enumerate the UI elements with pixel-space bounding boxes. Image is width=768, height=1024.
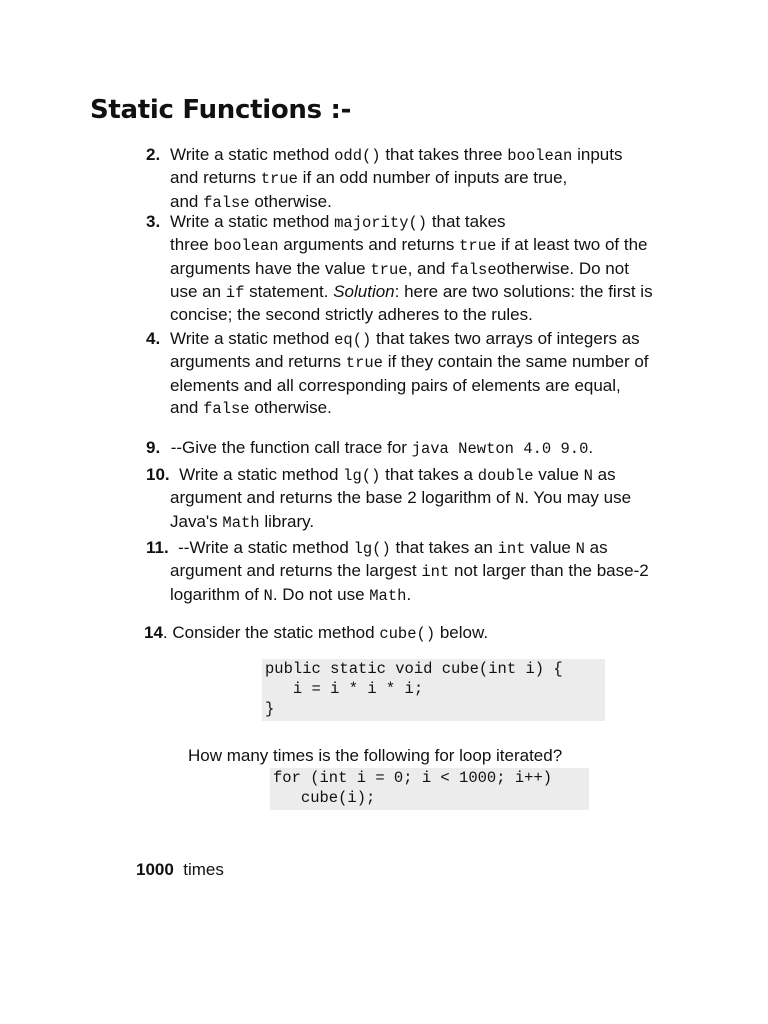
text: three [170,235,214,255]
code-inline: N [263,586,273,605]
text: that takes an [390,538,498,557]
question-number: 2. [146,145,161,164]
code-inline: false [203,399,250,418]
text: library. [259,511,315,531]
question-number: 10. [146,465,170,484]
text: and [170,397,204,417]
text: concise; the second strictly adheres to the rules. [170,305,533,325]
text: . Do not use [272,584,370,604]
code-inline: Math [369,586,407,605]
text: not larger than the base-2 [449,561,649,581]
text: that takes a [380,465,478,484]
question-2 [146,144,622,214]
code-line: } [265,700,275,718]
code-inline: Math [222,513,260,532]
text: Java's [170,511,223,531]
text: value [533,465,584,484]
code-inline: true [260,170,298,189]
question-9 [146,437,593,460]
text: logarithm of [170,584,264,604]
code-inline: double [477,467,534,485]
loop-question: How many times is the following for loop iterated? [188,746,563,765]
text: . You may use [524,488,632,508]
code-inline: true [370,260,408,279]
answer [136,860,224,880]
text: as [592,465,616,484]
text: arguments and returns [278,235,460,255]
code-inline: eq() [334,331,372,349]
text: . [588,438,594,457]
question-10 [146,464,631,534]
text: --Give the function call trace for [166,438,412,457]
code-line: for (int i = 0; i < 1000; i++) [273,769,553,787]
code-inline: N [583,467,593,485]
text: arguments and returns [170,352,346,372]
text: Write a static method [170,145,335,164]
code-inline: N [575,540,585,558]
text: argument and returns the largest [170,561,422,581]
text: Write a static method [170,212,335,231]
text: if an odd number of inputs are true, [297,168,568,188]
code-inline: true [345,354,383,373]
text: . [406,584,412,604]
text: elements and all corresponding pairs of elements are equal, [170,375,621,395]
question-4 [146,328,649,420]
answer-value: 1000 [136,860,174,879]
question-number: 9. [146,438,161,457]
code-inline: if [225,283,245,302]
code-inline: N [514,490,525,509]
text: , and [407,258,451,278]
text: value [525,538,576,557]
code-inline: java Newton 4.0 9.0 [411,440,589,458]
text: use an [170,281,226,301]
code-inline: lg() [353,540,391,558]
answer-unit: times [173,860,224,879]
text: --Write a static method [168,538,354,557]
text: that takes three [380,145,508,164]
code-inline: cube() [379,625,436,643]
page-title: Static Functions :- [90,95,352,125]
code-line: i = i * i * i; [265,680,424,698]
text: statement. [244,281,334,301]
code-inline: int [497,540,526,558]
text: otherwise. [249,191,332,211]
code-block-cube [262,659,605,721]
text: that takes [427,212,506,231]
code-inline: boolean [507,147,573,165]
text: that takes two arrays of integers as [371,329,640,348]
question-14 [144,622,488,645]
code-inline: lg() [343,467,381,485]
text: if at least two of the [496,235,648,255]
text: : here are two solutions: the first is [394,281,653,301]
code-line: public static void cube(int i) { [265,660,563,678]
code-inline: true [459,237,497,256]
text: inputs [572,145,623,164]
text: . Consider the static method [162,623,380,642]
text: otherwise. Do not [496,258,629,278]
text: as [584,538,608,557]
question-number: 3. [146,212,161,231]
question-number: 11. [146,538,169,557]
text: arguments have the value [170,258,371,278]
text: argument and returns the base 2 logarithm of [170,488,515,508]
emphasis-text: Solution [333,281,395,301]
text: and [170,191,204,211]
text: if they contain the same number of [382,352,649,372]
code-inline: false [203,193,250,212]
code-inline: majority() [334,214,428,232]
text: and returns [170,168,261,188]
question-11 [146,537,649,607]
code-inline: int [421,563,450,582]
question-number: 14 [144,623,163,642]
text: Write a static method [170,329,335,348]
code-inline: false [450,260,497,279]
code-inline: boolean [213,237,279,256]
question-number: 4. [146,329,161,348]
code-line: cube(i); [273,789,376,807]
text: below. [435,623,489,642]
question-3 [146,211,653,326]
code-block-for-loop [270,768,589,810]
code-inline: odd() [334,147,381,165]
text: otherwise. [249,397,332,417]
text: Write a static method [169,465,344,484]
